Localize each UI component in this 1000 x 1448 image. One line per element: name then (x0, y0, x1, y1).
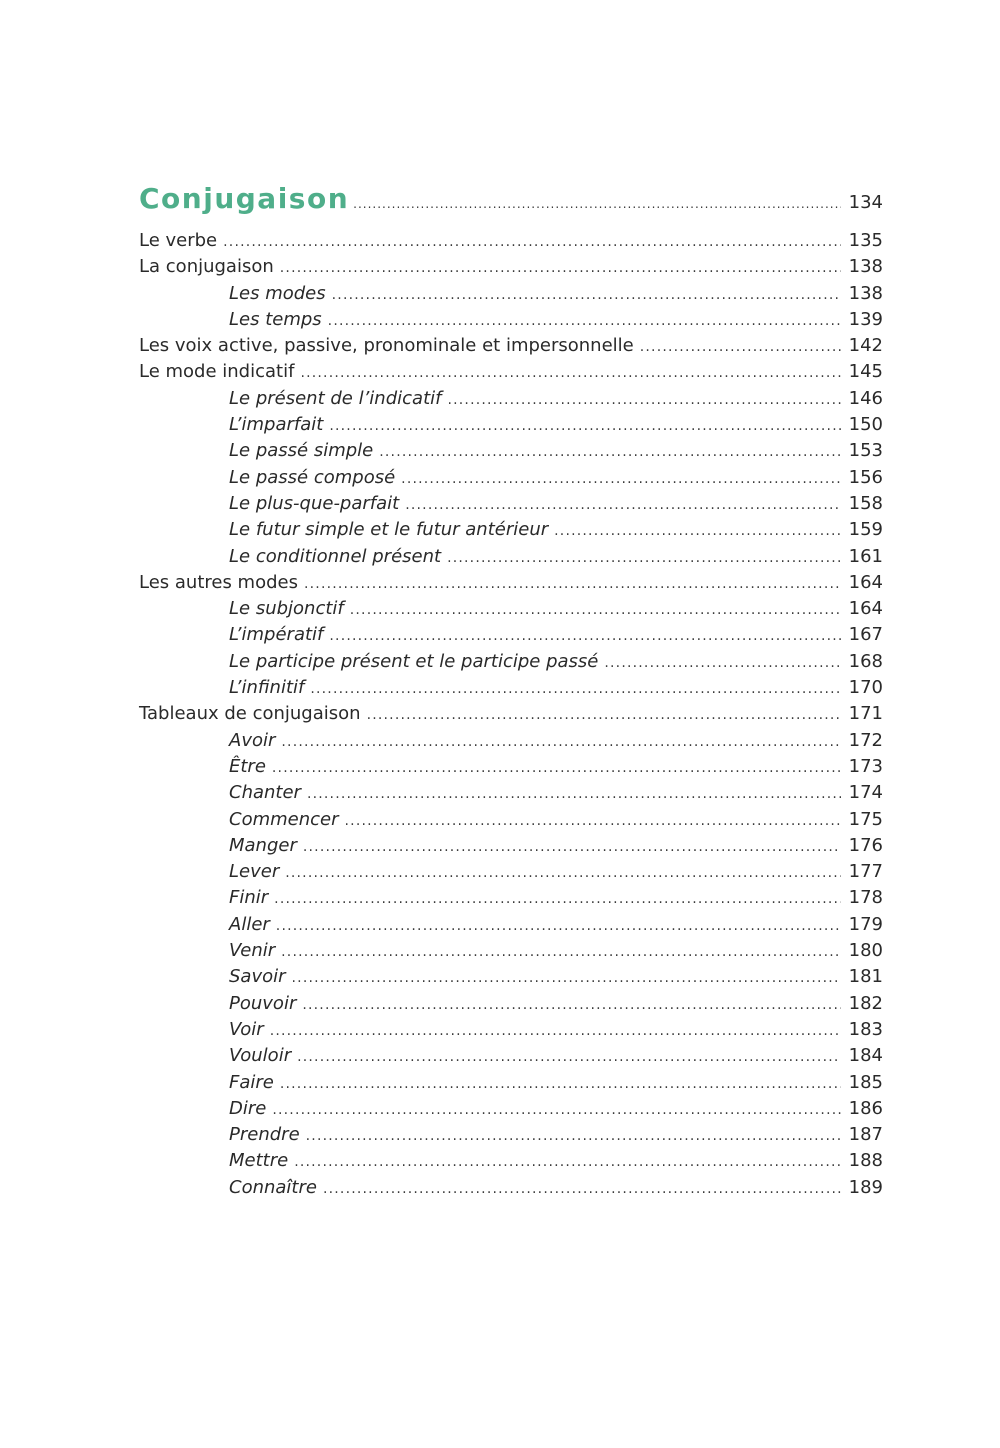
dot-leader (276, 913, 841, 939)
dot-leader (554, 518, 841, 544)
dot-leader (270, 1018, 841, 1044)
toc-entry (139, 412, 883, 438)
toc-entry-label: L’imparfait (229, 414, 324, 436)
dot-leader (292, 965, 841, 991)
dot-leader (274, 886, 840, 912)
toc-entry (139, 807, 883, 833)
toc-entry-label: Le conditionnel présent (229, 545, 442, 567)
toc-entry-page-number: 156 (848, 466, 883, 488)
toc-entry-label: L’impératif (229, 624, 324, 646)
dot-leader (281, 729, 840, 755)
toc-entry-page-number: 164 (848, 598, 883, 620)
toc-entry-page-number: 172 (848, 729, 883, 751)
toc-entry-label: Chanter (229, 782, 301, 804)
toc-entry (139, 728, 883, 754)
toc-entry-label: Être (229, 755, 266, 777)
toc-entry (139, 675, 883, 701)
toc-entry-label: Lever (229, 861, 280, 883)
toc-entry-label: Mettre (229, 1150, 289, 1172)
toc-entry-page-number: 176 (848, 834, 883, 856)
toc-entry-page-number: 183 (848, 1018, 883, 1040)
toc-entry-label: Voir (229, 1018, 264, 1040)
dot-leader (280, 1071, 841, 1097)
toc-entries (139, 228, 883, 1201)
toc-entry (139, 359, 883, 385)
toc-entry-label: Finir (229, 887, 269, 909)
toc-entry-label: Venir (229, 940, 276, 962)
toc-entry-page-number: 150 (848, 414, 883, 436)
dot-leader (307, 781, 841, 807)
toc-entry-page-number: 159 (848, 519, 883, 541)
dot-leader (300, 360, 840, 386)
toc-entry-label: Les autres modes (139, 571, 298, 593)
toc-entry-label: Le subjonctif (229, 598, 344, 620)
toc-entry (139, 1148, 883, 1174)
toc-entry-label: Les temps (229, 308, 322, 330)
toc-entry-label: Savoir (229, 966, 286, 988)
toc-entry-page-number: 188 (848, 1150, 883, 1172)
toc-entry (139, 964, 883, 990)
toc-entry-page-number: 153 (848, 440, 883, 462)
toc-entry-label: Le participe présent et le participe passé (229, 650, 599, 672)
dot-leader (604, 650, 840, 676)
dot-leader (272, 1097, 840, 1123)
toc-entry (139, 912, 883, 938)
toc-entry-page-number: 175 (848, 808, 883, 830)
dot-leader (447, 387, 840, 413)
toc-entry (139, 333, 883, 359)
toc-entry (139, 465, 883, 491)
toc-entry-label: Manger (229, 834, 297, 856)
toc-entry (139, 754, 883, 780)
toc-entry-page-number: 170 (848, 677, 883, 699)
toc-entry (139, 1017, 883, 1043)
toc-entry (139, 1043, 883, 1069)
toc-entry-page-number: 161 (848, 545, 883, 567)
toc-entry (139, 544, 883, 570)
dot-leader (405, 492, 840, 518)
toc-entry-page-number: 186 (848, 1097, 883, 1119)
dot-leader (379, 439, 840, 465)
toc-entry-label: L’infinitif (229, 677, 305, 699)
dot-leader (294, 1149, 840, 1175)
toc-entry-page-number: 168 (848, 650, 883, 672)
toc-entry-label: La conjugaison (139, 256, 274, 278)
dot-leader (280, 255, 841, 281)
toc-entry-label: Tableaux de conjugaison (139, 703, 361, 725)
toc-entry-label: Pouvoir (229, 992, 297, 1014)
dot-leader (353, 197, 841, 211)
toc-entry (139, 1096, 883, 1122)
toc-entry (139, 1122, 883, 1148)
dot-leader (304, 571, 841, 597)
toc-entry (139, 570, 883, 596)
toc-entry (139, 833, 883, 859)
toc-entry (139, 491, 883, 517)
toc-entry-label: Vouloir (229, 1045, 292, 1067)
dot-leader (332, 282, 841, 308)
toc-entry-label: Le plus-que-parfait (229, 492, 400, 514)
dot-leader (306, 1123, 841, 1149)
toc-entry (139, 649, 883, 675)
toc-section-heading (139, 182, 883, 220)
toc-entry-page-number: 178 (848, 887, 883, 909)
toc-entry (139, 438, 883, 464)
toc-entry-page-number: 187 (848, 1124, 883, 1146)
toc-entry-label: Le passé simple (229, 440, 374, 462)
toc-entry-page-number: 146 (848, 387, 883, 409)
dot-leader (640, 334, 841, 360)
section-title: Conjugaison (139, 182, 350, 215)
toc-entry (139, 517, 883, 543)
dot-leader (272, 755, 841, 781)
toc-entry (139, 254, 883, 280)
toc-entry-page-number: 181 (848, 966, 883, 988)
toc-entry-label: Aller (229, 913, 270, 935)
toc-entry-label: Le présent de l’indicatif (229, 387, 442, 409)
toc-entry (139, 281, 883, 307)
dot-leader (367, 702, 841, 728)
toc-entry (139, 938, 883, 964)
toc-entry (139, 596, 883, 622)
toc-entry-label: Le verbe (139, 230, 218, 251)
toc-entry-label: Prendre (229, 1124, 300, 1146)
toc-entry (139, 991, 883, 1017)
toc-entry-page-number: 189 (848, 1176, 883, 1198)
toc-entry-page-number: 145 (848, 361, 883, 383)
toc-entry-label: Le passé composé (229, 466, 396, 488)
toc-entry (139, 701, 883, 727)
dot-leader (329, 413, 840, 439)
dot-leader (328, 308, 841, 334)
toc-entry-page-number: 164 (848, 571, 883, 593)
toc-entry-label: Le mode indicatif (139, 361, 295, 383)
toc-entry-page-number: 142 (848, 335, 883, 357)
section-page-number: 134 (848, 192, 883, 213)
dot-leader (297, 1044, 841, 1070)
toc-entry-label: Avoir (229, 729, 276, 751)
toc-entry-label: Les voix active, passive, pronominale et impersonnelle (139, 335, 634, 357)
toc-entry-page-number: 174 (848, 782, 883, 804)
toc-entry-page-number: 138 (848, 282, 883, 304)
dot-leader (345, 808, 841, 834)
dot-leader (223, 229, 841, 255)
toc-entry (139, 307, 883, 333)
toc-entry-page-number: 167 (848, 624, 883, 646)
toc-entry (139, 622, 883, 648)
dot-leader (401, 466, 840, 492)
dot-leader (281, 939, 840, 965)
toc-entry-label: Dire (229, 1097, 267, 1119)
toc-entry (139, 386, 883, 412)
toc-entry-label: Le futur simple et le futur antérieur (229, 519, 549, 541)
dot-leader (350, 597, 841, 623)
toc-entry-page-number: 173 (848, 755, 883, 777)
toc-entry-page-number: 182 (848, 992, 883, 1014)
toc-entry (139, 228, 883, 254)
toc-entry-label: Les modes (229, 282, 326, 304)
dot-leader (323, 1176, 841, 1202)
toc-entry (139, 859, 883, 885)
toc-entry-label: Faire (229, 1071, 274, 1093)
table-of-contents (139, 182, 883, 1201)
toc-entry-page-number: 184 (848, 1045, 883, 1067)
toc-entry (139, 1070, 883, 1096)
toc-entry-page-number: 180 (848, 940, 883, 962)
toc-entry-label: Commencer (229, 808, 339, 830)
toc-entry (139, 885, 883, 911)
toc-entry-page-number: 158 (848, 492, 883, 514)
toc-entry-page-number: 139 (848, 308, 883, 330)
toc-entry-page-number: 185 (848, 1071, 883, 1093)
toc-entry-page-number: 135 (848, 230, 883, 251)
toc-entry-page-number: 177 (848, 861, 883, 883)
toc-entry (139, 1175, 883, 1201)
dot-leader (285, 860, 840, 886)
toc-entry-page-number: 171 (848, 703, 883, 725)
dot-leader (329, 623, 840, 649)
dot-leader (303, 834, 841, 860)
dot-leader (302, 992, 840, 1018)
toc-entry-page-number: 179 (848, 913, 883, 935)
toc-entry (139, 780, 883, 806)
dot-leader (310, 676, 840, 702)
toc-entry-page-number: 138 (848, 256, 883, 278)
toc-entry-label: Connaître (229, 1176, 317, 1198)
dot-leader (447, 545, 841, 571)
